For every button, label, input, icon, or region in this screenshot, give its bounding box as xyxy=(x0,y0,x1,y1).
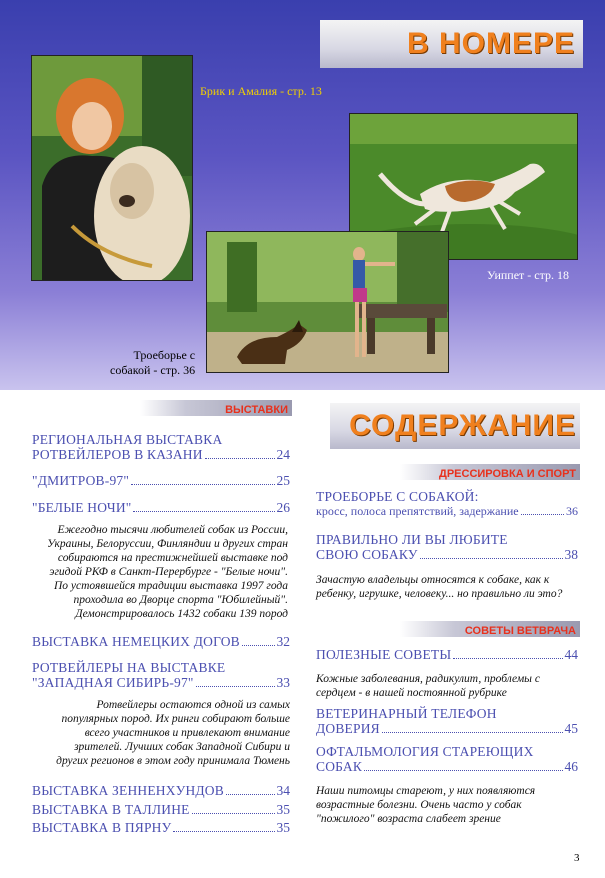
toc-entry-useful-tips[interactable]: ПОЛЕЗНЫЕ СОВЕТЫ 44 xyxy=(316,647,578,662)
desc-useful-tips: Кожные заболевания, радикулит, проблемы с сердцем - в нашей постоянной рубрике xyxy=(316,673,540,699)
desc-love-your-dog: Зачастую владельцы относятся к собаке, как к ребенку, игрушке, человеку... но правильно ли это? xyxy=(316,574,563,600)
contents-banner xyxy=(330,403,580,449)
section-bar-vet: СОВЕТЫ ВЕТВРАЧА xyxy=(400,621,580,637)
toc-entry-great-danes[interactable]: ВЫСТАВКА НЕМЕЦКИХ ДОГОВ 32 xyxy=(32,634,290,649)
photo-brik-amalia xyxy=(31,55,193,281)
desc-white-nights: Ежегодно тысячи любителей собак из России, Украины, Белоруссии, Финляндии и других стран собираются на престижнейшей выставке под эгидой РКФ в Санкт-Перербурге - "Белые ночи". По устоявшейся традиции выставка 1997 года проходила во Дворце спорта "Юбилейный". Демонстрировалось 1432 собаки 139 пород xyxy=(47,524,288,620)
caption-brik-amalia: Брик и Амалия - стр. 13 xyxy=(200,84,322,98)
section-bar-training: ДРЕССИРОВКА И СПОРТ xyxy=(400,464,580,480)
toc-entry-rottweilers-kazan[interactable]: РЕГИОНАЛЬНАЯ ВЫСТАВКА РОТВЕЙЛЕРОВ В КАЗАНИ 24 xyxy=(32,432,290,462)
in-this-issue-banner xyxy=(320,20,583,68)
toc-entry-vet-hotline[interactable]: ВЕТЕРИНАРНЫЙ ТЕЛЕФОН ДОВЕРИЯ 45 xyxy=(316,706,578,736)
toc-entry-dmitrov[interactable]: "ДМИТРОВ-97" 25 xyxy=(32,473,290,488)
desc-west-siberia: Ротвейлеры остаются одной из самых популярных пород. Их ринги собирают больше всего участников и привлекают внимание зрителей. Лучших собак Западной Сибири и других регионов в этом году принимала Тюмень xyxy=(56,699,290,767)
toc-entry-parnu[interactable]: ВЫСТАВКА В ПЯРНУ 35 xyxy=(32,820,290,835)
desc-ophthalmology: Наши питомцы стареют, у них появляются возрастные болезни. Очень часто у собак "пожилого" возраста слабеет зрение xyxy=(316,785,536,825)
toc-entry-triathlon[interactable]: ТРОЕБОРЬЕ С СОБАКОЙ: кросс, полоса препятствий, задержание 36 xyxy=(316,489,578,518)
toc-entry-tallinn[interactable]: ВЫСТАВКА В ТАЛЛИНЕ 35 xyxy=(32,802,290,817)
toc-entry-white-nights[interactable]: "БЕЛЫЕ НОЧИ" 26 xyxy=(32,500,290,515)
contents-title: СОДЕРЖАНИЕ xyxy=(349,409,576,442)
section-bar-exhibitions: ВЫСТАВКИ xyxy=(140,400,292,416)
caption-triathlon: Троеборье с собакой - стр. 36 xyxy=(110,348,196,377)
toc-entry-love-your-dog[interactable]: ПРАВИЛЬНО ЛИ ВЫ ЛЮБИТЕ СВОЮ СОБАКУ 38 xyxy=(316,532,578,562)
toc-entry-sennenhunds[interactable]: ВЫСТАВКА ЗЕННЕНХУНДОВ 34 xyxy=(32,783,290,798)
toc-entry-west-siberia[interactable]: РОТВЕЙЛЕРЫ НА ВЫСТАВКЕ "ЗАПАДНАЯ СИБИРЬ-97" 33 xyxy=(32,660,290,690)
page-number: 3 xyxy=(574,852,580,864)
in-this-issue-title: В НОМЕРЕ xyxy=(406,27,575,60)
photo-triathlon xyxy=(206,231,449,373)
toc-entry-ophthalmology[interactable]: ОФТАЛЬМОЛОГИЯ СТАРЕЮЩИХ СОБАК 46 xyxy=(316,744,578,774)
caption-whippet: Уиппет - стр. 18 xyxy=(487,268,569,282)
